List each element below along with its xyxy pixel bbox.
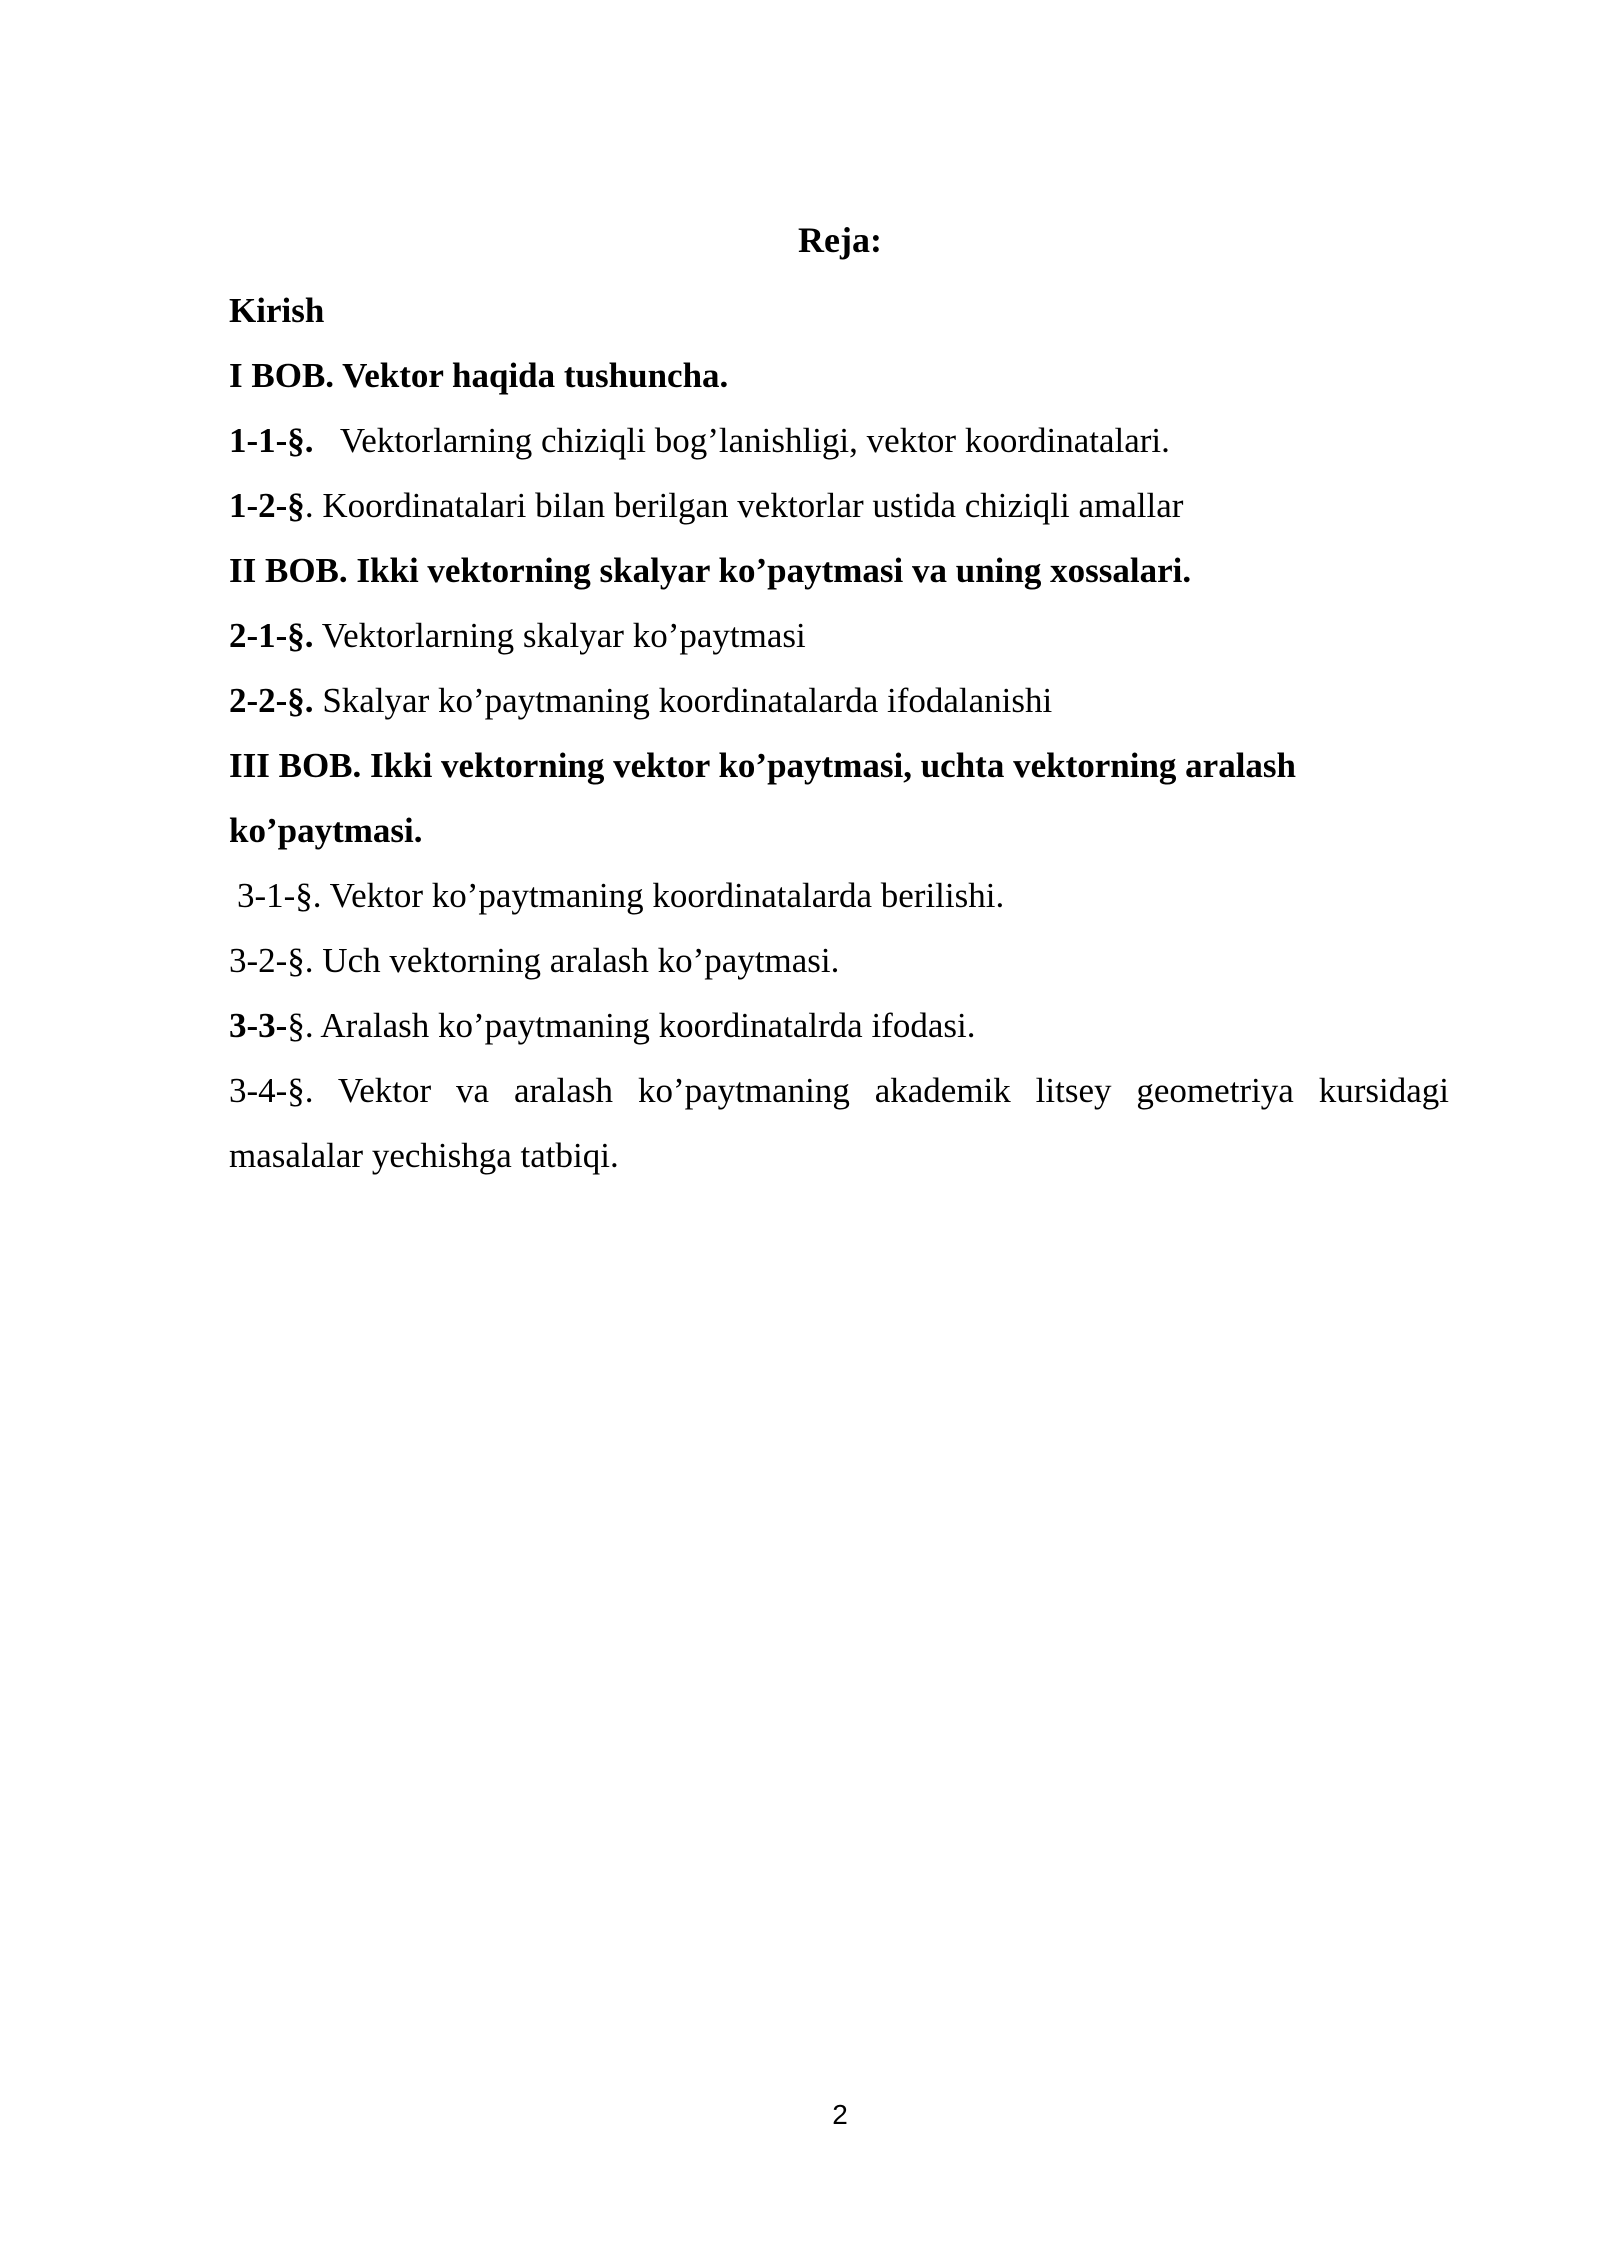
section-title: §. Aralash ko’paytmaning koordinatalrda ifodasi. <box>287 1006 976 1045</box>
page-title: Reja: <box>798 220 882 260</box>
section-title: Vektorlarning skalyar ko’paytmasi <box>321 616 806 655</box>
section-number: 2-2-§. <box>229 681 314 720</box>
section-number: 3-3- <box>229 1006 288 1045</box>
toc-intro: Kirish <box>229 291 325 330</box>
toc-section-1-2 <box>229 473 1449 538</box>
section-title: Vektorlarning chiziqli bog’lanishligi, vektor koordinatalari. <box>339 421 1170 460</box>
section-number: 2-1-§. <box>229 616 314 655</box>
toc-section-2-1 <box>229 603 1449 668</box>
section-title: . Koordinatalari bilan berilgan vektorlar ustida chiziqli amallar <box>304 486 1184 525</box>
toc-section-1-1 <box>229 408 1449 473</box>
section-number: 1-2-§ <box>229 486 305 525</box>
section-title: Skalyar ko’paytmaning koordinatalarda ifodalanishi <box>322 681 1053 720</box>
toc-chapter-3-line-2: ko’paytmasi. <box>229 811 423 850</box>
toc-chapter-2: II BOB. Ikki vektorning skalyar ko’paytmasi va uning xossalari. <box>229 551 1192 590</box>
table-of-contents <box>229 278 1449 1188</box>
toc-chapter-3-line-1: III BOB. Ikki vektorning vektor ko’paytmasi, uchta vektorning aralash <box>229 746 1297 785</box>
page-number: 2 <box>832 2099 848 2130</box>
toc-section-2-2 <box>229 668 1449 733</box>
toc-chapter-1: I BOB. Vektor haqida tushuncha. <box>229 356 729 395</box>
toc-section-3-1: 3-1-§. Vektor ko’paytmaning koordinatalarda berilishi. <box>237 876 1005 915</box>
toc-section-3-2: 3-2-§. Uch vektorning aralash ko’paytmasi. <box>229 941 840 980</box>
toc-section-3-4: 3-4-§. Vektor va aralash ko’paytmaning akademik litsey geometriya kursidagi masalalar yechishga tatbiqi. <box>229 1071 1449 1175</box>
section-number: 1-1-§. <box>229 421 314 460</box>
toc-section-3-3 <box>229 993 1449 1058</box>
